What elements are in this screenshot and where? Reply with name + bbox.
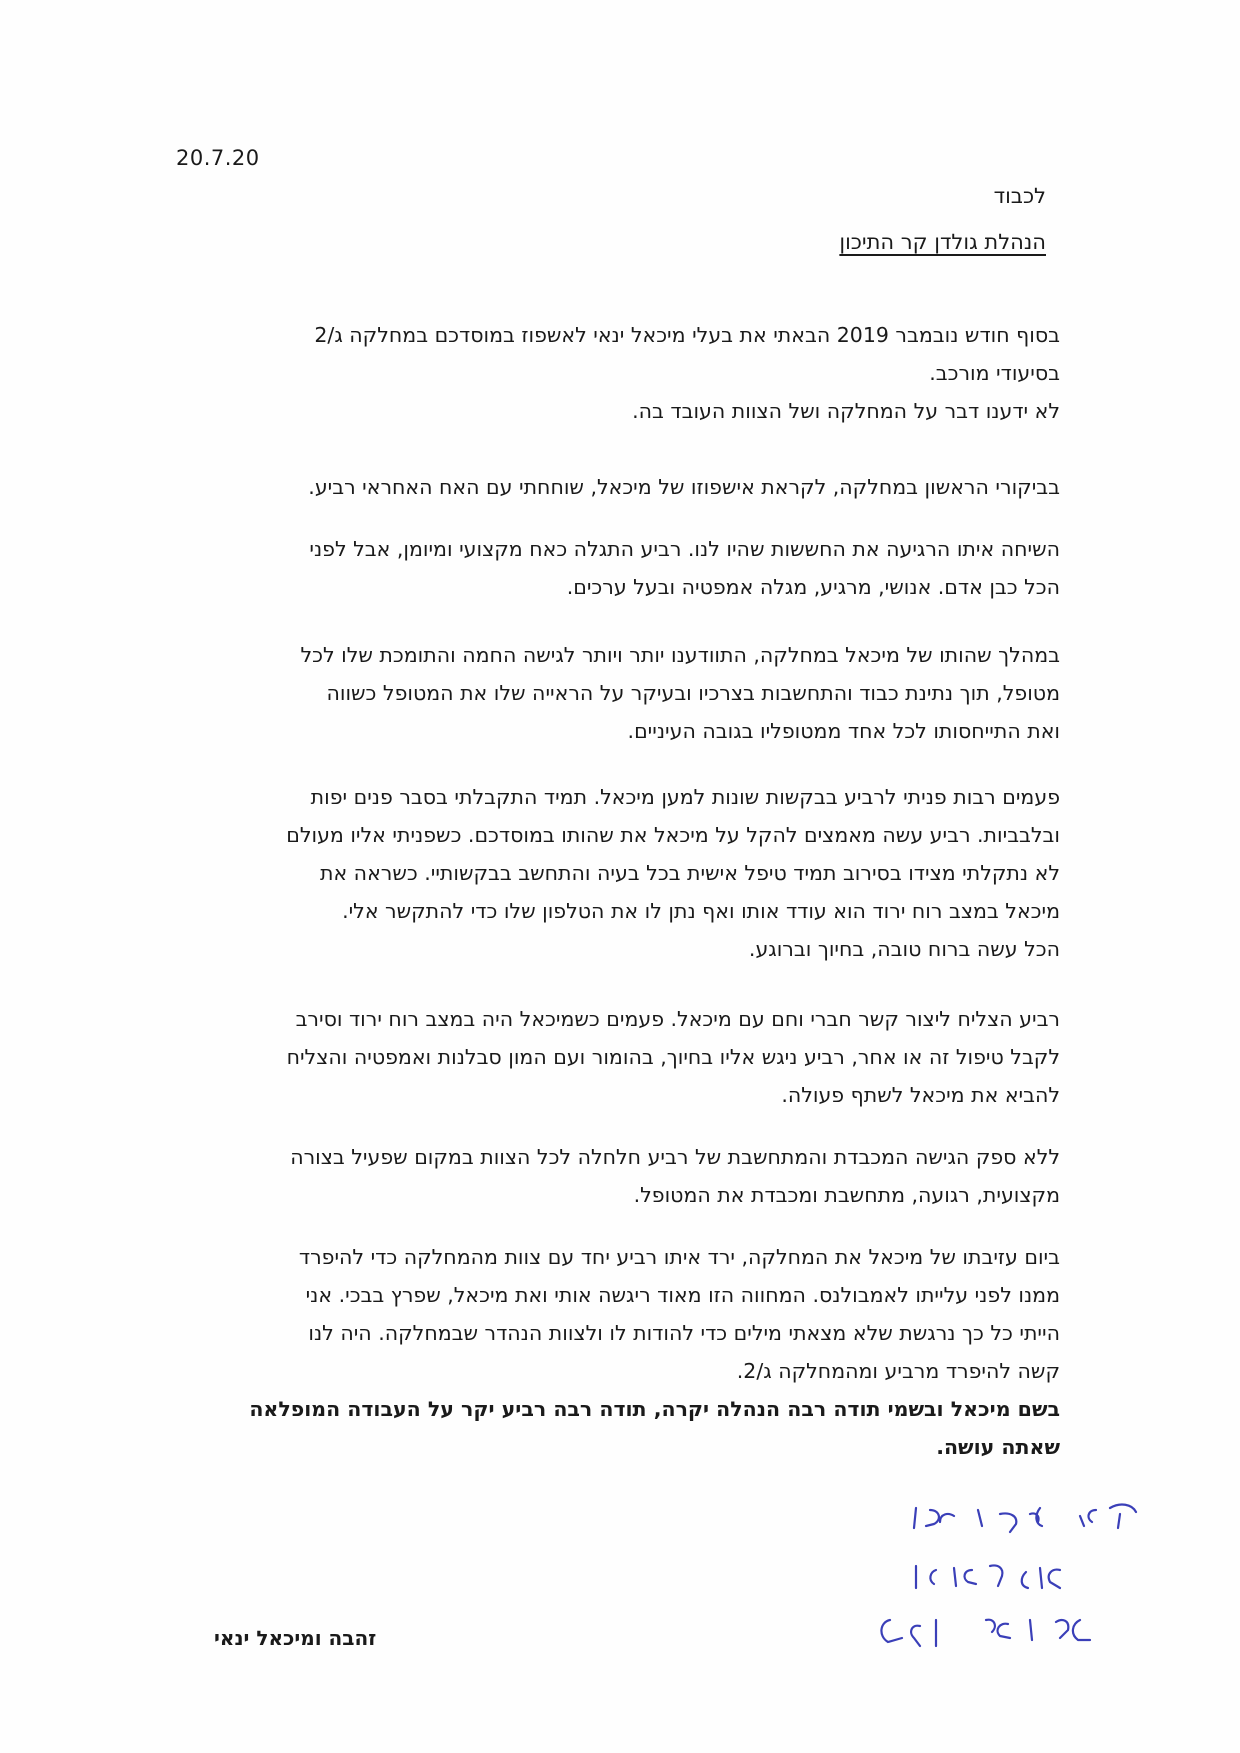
- recipient-line: הנהלת גולדן קר התיכון: [839, 230, 1046, 254]
- paragraph-8: [180, 1238, 1060, 1390]
- signature: זהבה ומיכאל ינאי: [214, 1626, 377, 1650]
- closing-text: בשם מיכאל ובשמי תודה רבה הנהלה יקרה, תודה רבה רביע יקר על העבודה המופלאה שאתה עושה.: [249, 1397, 1060, 1459]
- paragraph-7: [180, 1138, 1060, 1214]
- paragraph-3: [180, 530, 1060, 606]
- paragraph-6: [180, 1000, 1060, 1114]
- letter-date: 20.7.20: [176, 146, 260, 170]
- paragraph-text: במהלך שהותו של מיכאל במחלקה, התוודענו יותר ויותר לגישה החמה והתומכת שלו לכל מטופל, תוך נתינת כבוד והתחשבות בצרכיו ובעיקר על הראייה שלו את המטופל כשווה ואת התייחסותו לכל אחד ממטופליו בגובה העיניים.: [300, 643, 1060, 743]
- salutation: לכבוד: [993, 184, 1046, 208]
- paragraph-text: פעמים רבות פניתי לרביע בבקשות שונות למען מיכאל. תמיד התקבלתי בסבר פנים יפות ובלבביות. רביע עשה מאמצים להקל על מיכאל את שהותו במוסדכם. כשפניתי אליו מעולם לא נתקלתי מצידו בסירוב תמיד טיפל אישית בכל בעיה והתחשב בבקשותיי. כשראה את מיכאל במצב רוח ירוד הוא עודד אותו ואף נתן לו את הטלפון שלו כדי להתקשר אלי. הכל עשה ברוח טובה, בחיוך וברוגע.: [286, 785, 1060, 961]
- paragraph-text: השיחה איתו הרגיעה את החששות שהיו לנו. רביע התגלה כאח מקצועי ומיומן, אבל לפני הכל כבן אדם. אנושי, מרגיע, מגלה אמפטיה ובעל ערכים.: [309, 537, 1060, 599]
- paragraph-2: [180, 468, 1060, 506]
- paragraph-1: [180, 316, 1060, 430]
- paragraph-5: [180, 778, 1060, 968]
- paragraph-text: בסוף חודש נובמבר 2019 הבאתי את בעלי מיכאל ינאי לאשפוז במוסדכם במחלקה ג/2 בסיעודי מורכב. לא ידענו דבר על המחלקה ושל הצוות העובד בה.: [314, 323, 1060, 423]
- handwritten-cc-note: [740, 1470, 1160, 1710]
- paragraph-text: בביקורי הראשון במחלקה, לקראת אישפוזו של מיכאל, שוחחתי עם האח האחראי רביע.: [308, 475, 1060, 499]
- paragraph-text: ביום עזיבתו של מיכאל את המחלקה, ירד איתו רביע יחד עם צוות מהמחלקה כדי להיפרד ממנו לפני עלייתו לאמבולנס. המחווה הזו מאוד ריגשה אותי ואת מיכאל, שפרץ בבכי. אני הייתי כל כך נרגשת שלא מצאתי מילים כדי להודות לו ולצוות הנהדר שבמחלקה. היה לנו קשה להיפרד מרביע ומהמחלקה ג/2.: [298, 1245, 1060, 1383]
- paragraph-text: רביע הצליח ליצור קשר חברי וחם עם מיכאל. פעמים כשמיכאל היה במצב רוח ירוד וסירב לקבל טיפול זה או אחר, רביע ניגש אליו בחיוך, בהומור ועם המון סבלנות ואמפטיה והצליח להביא את מיכאל לשתף פעולה.: [286, 1007, 1060, 1107]
- closing-thanks: [180, 1390, 1060, 1466]
- paragraph-text: ללא ספק הגישה המכבדת והמתחשבת של רביע חלחלה לכל הצוות במקום שפעיל בצורה מקצועית, רגועה, מתחשבת ומכבדת את המטופל.: [290, 1145, 1060, 1207]
- paragraph-4: [180, 636, 1060, 750]
